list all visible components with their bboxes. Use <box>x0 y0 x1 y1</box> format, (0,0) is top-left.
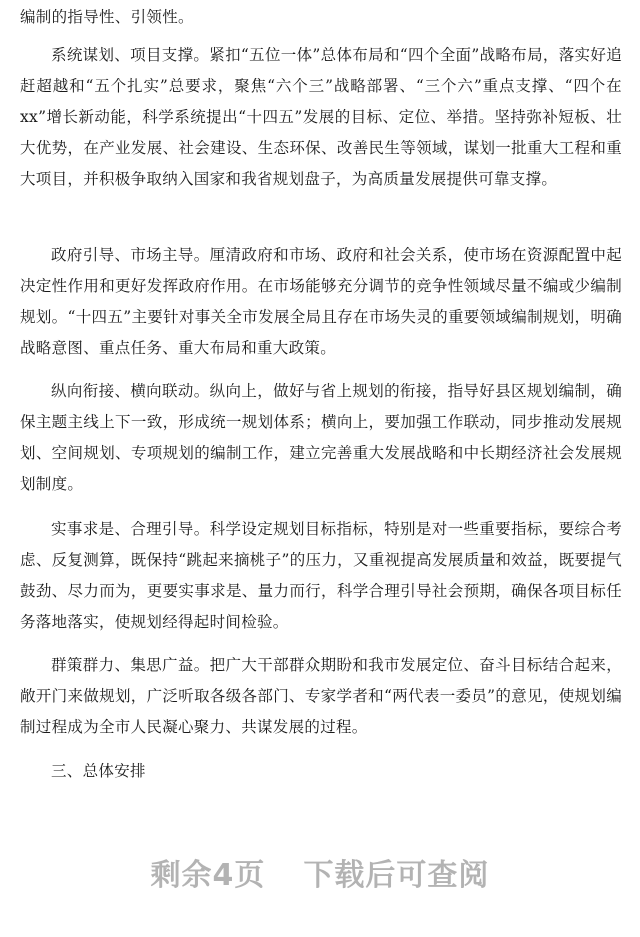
paragraph-vertical-horizontal: 纵向衔接、横向联动。纵向上，做好与省上规划的衔接，指导好县区规划编制，确保主题主线上下一致，形成统一规划体系；横向上，要加强工作联动，同步推动发展规划、空间规划、专项规划的编制工作，建立完善重大发展战略和中长期经济社会发展规划制度。 <box>20 382 622 493</box>
paragraph-system-planning: 系统谋划、项目支撑。紧扣“五位一体”总体布局和“四个全面”战略布局，落实好追赶超越和“五个扎实”总要求，聚焦“六个三”战略部署、“三个六”重点支撑、“四个在xx”增长新动能，科学系统提出“十四五”发展的目标、定位、举措。坚持弥补短板、壮大优势，在产业发展、社会建设、生态环保、改善民生等领域，谋划一批重大工程和重大项目，并积极争取纳入国家和我省规划盘子，为高质量发展提供可靠支撑。 <box>20 46 622 188</box>
paragraph-collective-wisdom: 群策群力、集思广益。把广大干部群众期盼和我市发展定位、奋斗目标结合起来，敞开门来做规划，广泛听取各级各部门、专家学者和“两代表一委员”的意见，使规划编制过程成为全市人民凝心聚力、共谋发展的过程。 <box>20 656 622 736</box>
download-hint-label: 下载后可查阅 <box>303 858 490 893</box>
paragraph-seeking-truth: 实事求是、合理引导。科学设定规划目标指标，特别是对一些重要指标，要综合考虑、反复测算，既保持“跳起来摘桃子”的压力，又重视提高发展质量和效益，既要提气鼓劲、尽力而为，更要实事求是、量力而行，科学合理引导社会预期，确保各项目标任务落地落实，使规划经得起时间检验。 <box>20 520 622 631</box>
remaining-pages-label: 剩余4页 <box>150 858 266 893</box>
paragraph-continuation: 编制的指导性、引领性。 <box>20 8 194 26</box>
download-watermark[interactable] <box>0 850 640 894</box>
section-heading: 三、总体安排 <box>51 762 146 780</box>
paragraph-government-guidance: 政府引导、市场主导。厘清政府和市场、政府和社会关系，使市场在资源配置中起决定性作用和更好发挥政府作用。在市场能够充分调节的竞争性领域尽量不编或少编制规划。“十四五”主要针对事关全市发展全局且存在市场失灵的重要领域编制规划，明确战略意图、重点任务、重大布局和重大政策。 <box>20 246 622 357</box>
